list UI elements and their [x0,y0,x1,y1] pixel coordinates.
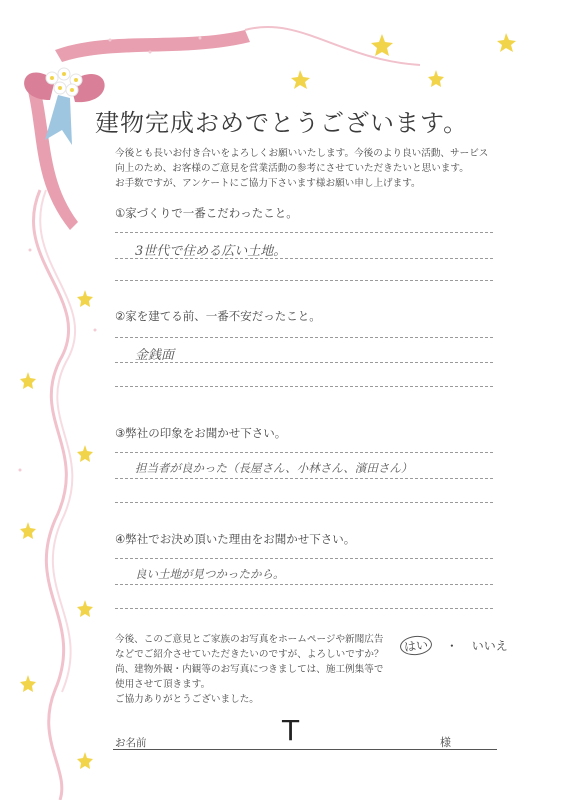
answer-line [115,584,493,585]
star-icon [291,70,310,89]
answer-line [115,386,493,387]
answer-line [115,558,493,559]
page-title: 建物完成おめでとうございます。 [95,109,469,137]
name-suffix: 様 [440,736,451,749]
outro-line: などでご紹介させていただきたいのですが、よろしいですか？ [115,649,384,660]
consent-yes-option[interactable]: はい [399,634,433,656]
answer-line [115,337,493,338]
intro-line: 今後とも長いお付き合いをよろしくお願いいたします。今後のより良い活動、サービス [115,148,489,159]
answer-line [115,608,493,609]
question-3-label: ③弊社の印象をお聞かせ下さい。 [115,426,287,440]
question-4-answer[interactable]: 良い土地が見つかったから。 [135,567,285,581]
outro-line: ご協力ありがとうございました。 [115,694,259,705]
name-underline [113,749,497,750]
name-label: お名前 [115,737,147,749]
answer-line [115,258,493,259]
outro-line: 尚、建物外観・内観等のお写真につきましては、施工例集等で [115,664,384,675]
intro-line: 向上のため、お客様のご意見を営業活動の参考にさせていただきたいと思います。 [115,163,469,174]
question-1-answer[interactable]: 3世代で住める広い土地。 [135,244,287,259]
star-icon [77,445,93,462]
consent-no-option[interactable]: いいえ [471,639,508,653]
bow-icon [45,95,72,145]
star-icon [77,752,93,769]
answer-line [115,362,493,363]
star-icon [77,600,93,617]
outro-line: 使用させて頂きます。 [115,679,211,690]
answer-line [115,502,493,503]
star-icon [20,675,36,692]
question-3-answer[interactable]: 担当者が良かった（長屋さん、小林さん、濱田さん） [135,461,413,475]
answer-line [115,232,493,233]
question-2-label: ②家を建てる前、一番不安だったこと。 [115,309,321,323]
question-2-answer[interactable]: 金銭面 [135,348,175,363]
ribbon [55,30,250,62]
star-icon [497,33,516,52]
star-icon [77,290,93,307]
intro-text [115,146,488,191]
ribbon [33,190,68,800]
star-icon [428,70,444,87]
answer-line [115,280,493,281]
ribbon [245,27,420,65]
question-4-label: ④弊社でお決め頂いた理由をお聞かせ下さい。 [115,532,356,546]
outro-line: 今後、このご意見とご家族のお写真をホームページや新聞広告 [115,634,384,645]
consent-choice [400,636,508,655]
answer-line [115,452,493,453]
name-field[interactable]: T [282,714,300,747]
consent-separator: ・ [445,639,458,653]
star-icon [20,372,36,389]
consent-text [115,632,384,707]
star-icon [371,34,393,56]
question-1-label: ①家づくりで一番こだわったこと。 [115,206,298,220]
answer-line [115,478,493,479]
star-icon [20,522,36,539]
intro-line: お手数ですが、アンケートにご協力下さいます様お願い申し上げます。 [115,178,421,189]
